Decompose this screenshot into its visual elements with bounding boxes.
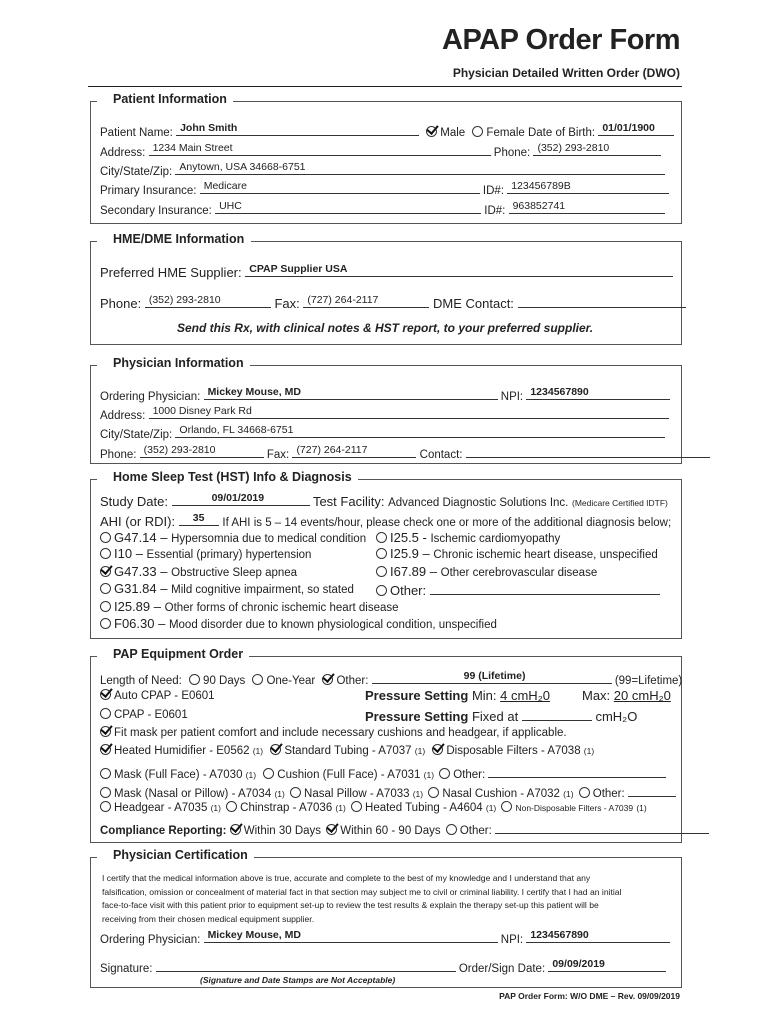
filters-option[interactable] bbox=[432, 744, 443, 755]
patient-name-row: Patient Name: John Smith Male Female Date of Birth: 01/01/1900 bbox=[100, 122, 674, 139]
dx-i6789[interactable]: I67.89 – Other cerebrovascular disease bbox=[376, 564, 597, 579]
ahi-field[interactable]: 35 bbox=[179, 512, 219, 526]
dob-field[interactable]: 01/01/1900 bbox=[598, 122, 674, 136]
dx-i10[interactable]: I10 – Essential (primary) hypertension bbox=[100, 546, 311, 561]
other-supply-field-2[interactable] bbox=[628, 783, 676, 797]
hme-phone-field[interactable]: (352) 293-2810 bbox=[145, 294, 271, 308]
section-legend: PAP Equipment Order bbox=[107, 647, 249, 661]
supplies-row-1: Heated Humidifier - E0562 (1) Standard Tubing - A7037 (1) Disposable Filters - A7038 (1) bbox=[100, 744, 594, 757]
other-supply-field[interactable] bbox=[488, 764, 666, 778]
hme-contact-row: Phone: (352) 293-2810 Fax: (727) 264-2117 DME Contact: bbox=[100, 294, 686, 311]
section-legend: Home Sleep Test (HST) Info & Diagnosis bbox=[107, 470, 358, 484]
secondary-id-field[interactable]: 963852741 bbox=[509, 200, 665, 214]
physician-csz-row: City/State/Zip: Orlando, FL 34668-6751 bbox=[100, 424, 665, 441]
ordering-physician-field[interactable]: Mickey Mouse, MD bbox=[204, 386, 498, 400]
physician-address-field[interactable]: 1000 Disney Park Rd bbox=[149, 405, 669, 419]
compliance-row: Compliance Reporting: Within 30 Days Within 60 - 90 Days Other: bbox=[100, 820, 709, 837]
cushion-full-option[interactable] bbox=[263, 768, 274, 779]
humidifier-option[interactable] bbox=[100, 744, 111, 755]
within-30-option[interactable] bbox=[230, 824, 241, 835]
primary-insurance-field[interactable]: Medicare bbox=[200, 180, 480, 194]
ordering-physician-row: Ordering Physician: Mickey Mouse, MD NPI: 1234567890 bbox=[100, 386, 670, 403]
patient-address-row: Address: 1234 Main Street Phone: (352) 293-2810 bbox=[100, 142, 661, 159]
dx-g3184[interactable]: G31.84 – Mild cognitive impairment, so stated bbox=[100, 581, 354, 596]
signature-field[interactable] bbox=[156, 958, 456, 972]
section-legend: Patient Information bbox=[107, 92, 233, 106]
physician-address-row: Address: 1000 Disney Park Rd bbox=[100, 405, 669, 422]
headgear-option[interactable] bbox=[100, 801, 111, 812]
nasal-pillow-option[interactable] bbox=[290, 787, 301, 798]
secondary-insurance-row: Secondary Insurance: UHC ID#: 963852741 bbox=[100, 200, 665, 217]
form-subtitle: Physician Detailed Written Order (DWO) bbox=[452, 66, 680, 80]
within-60-option[interactable] bbox=[326, 824, 337, 835]
compliance-other-option[interactable] bbox=[446, 824, 457, 835]
90-days-radio[interactable] bbox=[189, 674, 200, 685]
max-pressure-value[interactable]: 20 cmH₂0 bbox=[613, 688, 671, 703]
ahi-row: AHI (or RDI): 35 If AHI is 5 – 14 events/hour, please check one or more of the additional diagnosis below; bbox=[100, 512, 672, 529]
fit-mask-option[interactable]: Fit mask per patient comfort and include necessary cushions and headgear, if applicable. bbox=[100, 726, 567, 739]
physician-csz-field[interactable]: Orlando, FL 34668-6751 bbox=[175, 424, 665, 438]
pressure-fixed-row: Pressure Setting Fixed at cmH₂O bbox=[365, 709, 638, 724]
dx-other-field[interactable] bbox=[430, 581, 660, 595]
section-legend: Physician Information bbox=[107, 356, 250, 370]
send-note: Send this Rx, with clinical notes & HST report, to your preferred supplier. bbox=[176, 321, 594, 335]
study-date-row: Study Date: 09/01/2019 Test Facility: Advanced Diagnostic Solutions Inc. (Medicare Certified IDTF) bbox=[100, 492, 668, 509]
tubing-option[interactable] bbox=[270, 744, 281, 755]
dme-contact-field[interactable] bbox=[518, 294, 686, 308]
patient-phone-field[interactable]: (352) 293-2810 bbox=[533, 142, 661, 156]
other-supply-option[interactable] bbox=[439, 768, 450, 779]
other-length-field[interactable]: 99 (Lifetime) bbox=[372, 670, 612, 684]
pressure-min-row: Pressure Setting Min: 4 cmH₂0 bbox=[365, 688, 550, 703]
cert-physician-row: Ordering Physician: Mickey Mouse, MD NPI: 1234567890 bbox=[100, 929, 670, 946]
primary-id-field[interactable]: 123456789B bbox=[507, 180, 669, 194]
dx-i2589[interactable]: I25.89 – Other forms of chronic ischemic heart disease bbox=[100, 599, 399, 614]
heated-tubing-option[interactable] bbox=[351, 801, 362, 812]
primary-insurance-row: Primary Insurance: Medicare ID#: 123456789B bbox=[100, 180, 669, 197]
signature-row: Signature: Order/Sign Date: 09/09/2019 bbox=[100, 958, 666, 975]
mask-full-option[interactable] bbox=[100, 768, 111, 779]
cpap-option[interactable]: CPAP - E0601 bbox=[100, 708, 188, 721]
section-legend: HME/DME Information bbox=[107, 232, 250, 246]
certification-text: I certify that the medical information above is true, accurate and complete to the best of my knowledge and I understand that any falsification, omission or concealment of material fact in that section may subject me to civil or criminal liability. I certify that I had an initial face-to-face visit with this patient prior to equipment set-up to review the test results & explain the therapy set-up this patient will be receiving from their chosen medical equipment supplier. bbox=[102, 873, 622, 924]
supplies-row-3: Mask (Nasal or Pillow) - A7034 (1) Nasal Pillow - A7033 (1) Nasal Cushion - A7032 (1) Other: bbox=[100, 783, 676, 800]
chinstrap-option[interactable] bbox=[226, 801, 237, 812]
mask-nasal-option[interactable] bbox=[100, 787, 111, 798]
length-of-need-row: Length of Need: 90 Days One-Year Other: 99 (Lifetime) (99=Lifetime) bbox=[100, 670, 683, 687]
footer-revision: PAP Order Form: W/O DME – Rev. 09/09/2019 bbox=[499, 991, 680, 1001]
pressure-max-row: Max: 20 cmH₂0 bbox=[582, 688, 671, 703]
one-year-radio[interactable] bbox=[252, 674, 263, 685]
patient-csz-row: City/State/Zip: Anytown, USA 34668-6751 bbox=[100, 161, 665, 178]
study-date-field[interactable]: 09/01/2019 bbox=[172, 492, 310, 506]
physician-fax-field[interactable]: (727) 264-2117 bbox=[292, 444, 416, 458]
npi-field[interactable]: 1234567890 bbox=[526, 386, 670, 400]
secondary-insurance-field[interactable]: UHC bbox=[215, 200, 481, 214]
cert-npi-field[interactable]: 1234567890 bbox=[526, 929, 670, 943]
min-pressure-value[interactable]: 4 cmH₂0 bbox=[500, 688, 550, 703]
section-legend: Physician Certification bbox=[107, 848, 254, 862]
auto-cpap-option[interactable]: Auto CPAP - E0601 bbox=[100, 689, 215, 702]
stamp-note: (Signature and Date Stamps are Not Acceptable) bbox=[200, 975, 396, 985]
other-length-radio[interactable] bbox=[322, 674, 333, 685]
physician-phone-row: Phone: (352) 293-2810 Fax: (727) 264-2117 Contact: bbox=[100, 444, 710, 461]
dx-other[interactable]: Other: bbox=[376, 581, 660, 598]
supplies-row-2: Mask (Full Face) - A7030 (1) Cushion (Full Face) - A7031 (1) Other: bbox=[100, 764, 666, 781]
supplier-row: Preferred HME Supplier: CPAP Supplier USA bbox=[100, 263, 673, 280]
dx-i255[interactable]: I25.5 - Ischemic cardiomyopathy bbox=[376, 530, 560, 545]
dx-g4714[interactable]: G47.14 – Hypersomnia due to medical condition bbox=[100, 530, 366, 545]
physician-contact-field[interactable] bbox=[466, 444, 710, 458]
dx-i259[interactable]: I25.9 – Chronic ischemic heart disease, unspecified bbox=[376, 546, 658, 561]
sign-date-field[interactable]: 09/09/2019 bbox=[548, 958, 666, 972]
compliance-other-field[interactable] bbox=[495, 820, 709, 834]
form-title: APAP Order Form bbox=[442, 24, 680, 56]
physician-phone-field[interactable]: (352) 293-2810 bbox=[140, 444, 264, 458]
supplies-row-4: Headgear - A7035 (1) Chinstrap - A7036 (1) Heated Tubing - A4604 (1) Non-Disposable Filters - A7039 (1) bbox=[100, 801, 647, 814]
patient-address-field[interactable]: 1234 Main Street bbox=[149, 142, 491, 156]
male-radio[interactable] bbox=[426, 126, 437, 137]
patient-name-field[interactable]: John Smith bbox=[176, 122, 419, 136]
nd-filters-option[interactable] bbox=[501, 801, 512, 812]
female-radio[interactable] bbox=[472, 126, 483, 137]
hme-fax-field[interactable]: (727) 264-2117 bbox=[303, 294, 429, 308]
dx-g4733[interactable]: G47.33 – Obstructive Sleep apnea bbox=[100, 564, 297, 579]
other-supply-option-2[interactable] bbox=[579, 787, 590, 798]
nasal-cushion-option[interactable] bbox=[428, 787, 439, 798]
dx-f0630[interactable]: F06.30 – Mood disorder due to known physiological condition, unspecified bbox=[100, 616, 497, 631]
header-rule bbox=[88, 86, 682, 87]
supplier-field[interactable]: CPAP Supplier USA bbox=[245, 263, 673, 277]
fixed-pressure-field[interactable] bbox=[522, 707, 592, 721]
patient-csz-field[interactable]: Anytown, USA 34668-6751 bbox=[175, 161, 665, 175]
cert-physician-field[interactable]: Mickey Mouse, MD bbox=[204, 929, 498, 943]
